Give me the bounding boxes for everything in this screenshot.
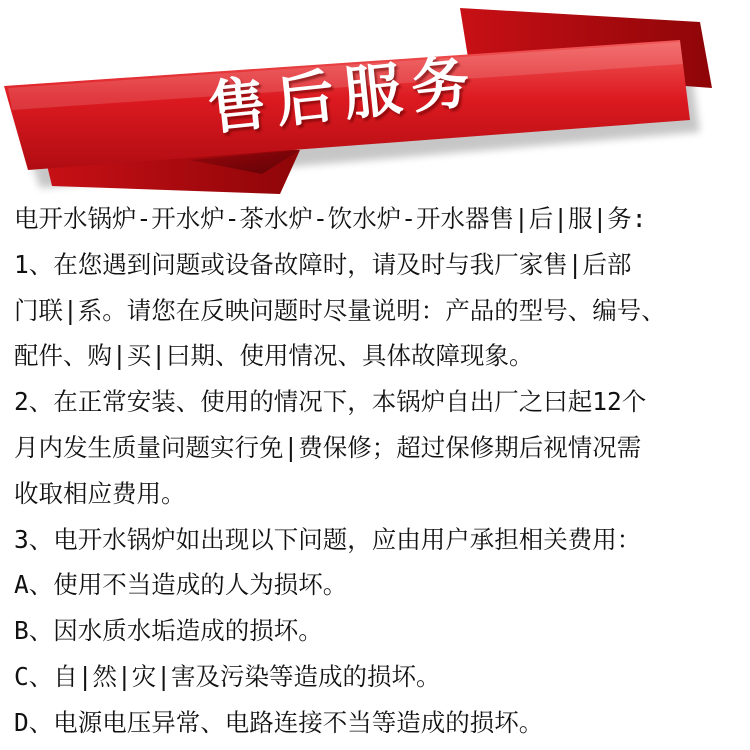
item-2-line-3: 收取相应费用。: [14, 478, 186, 508]
page-title: 售后服务: [204, 46, 483, 143]
item-3-line: 3、电开水锅炉如出现以下问题，应由用户承担相关费用：: [14, 524, 642, 554]
service-text: [14, 196, 740, 746]
item-1-line-1: 1、在您遇到问题或设备故障时，请及时与我厂家售|后部: [14, 249, 632, 279]
item-1-line-2: 门联|系。请您在反映问题时尽量说明：产品的型号、编号、: [14, 295, 666, 325]
list-item-c: C、自|然|灾|害及污染等造成的损坏。: [14, 661, 441, 691]
intro-line: 电开水锅炉-开水炉-茶水炉-饮水炉-开水器售|后|服|务:: [14, 204, 647, 233]
list-item-d: D、电源电压异常、电路连接不当等造成的损坏。: [14, 707, 544, 737]
title-banner: [0, 0, 750, 205]
list-item-a: A、使用不当造成的人为损坏。: [14, 570, 348, 600]
list-item-b: B、因水质水垢造成的损坏。: [14, 616, 323, 646]
item-1-line-3: 配件、购|买|曰期、使用情况、具体故障现象。: [14, 341, 534, 371]
item-2-line-1: 2、在正常安装、使用的情况下，本锅炉自出厂之曰起12个: [14, 387, 647, 417]
item-2-line-2: 月内发生质量问题实行免|费保修；超过保修期后视情况需: [14, 432, 642, 462]
